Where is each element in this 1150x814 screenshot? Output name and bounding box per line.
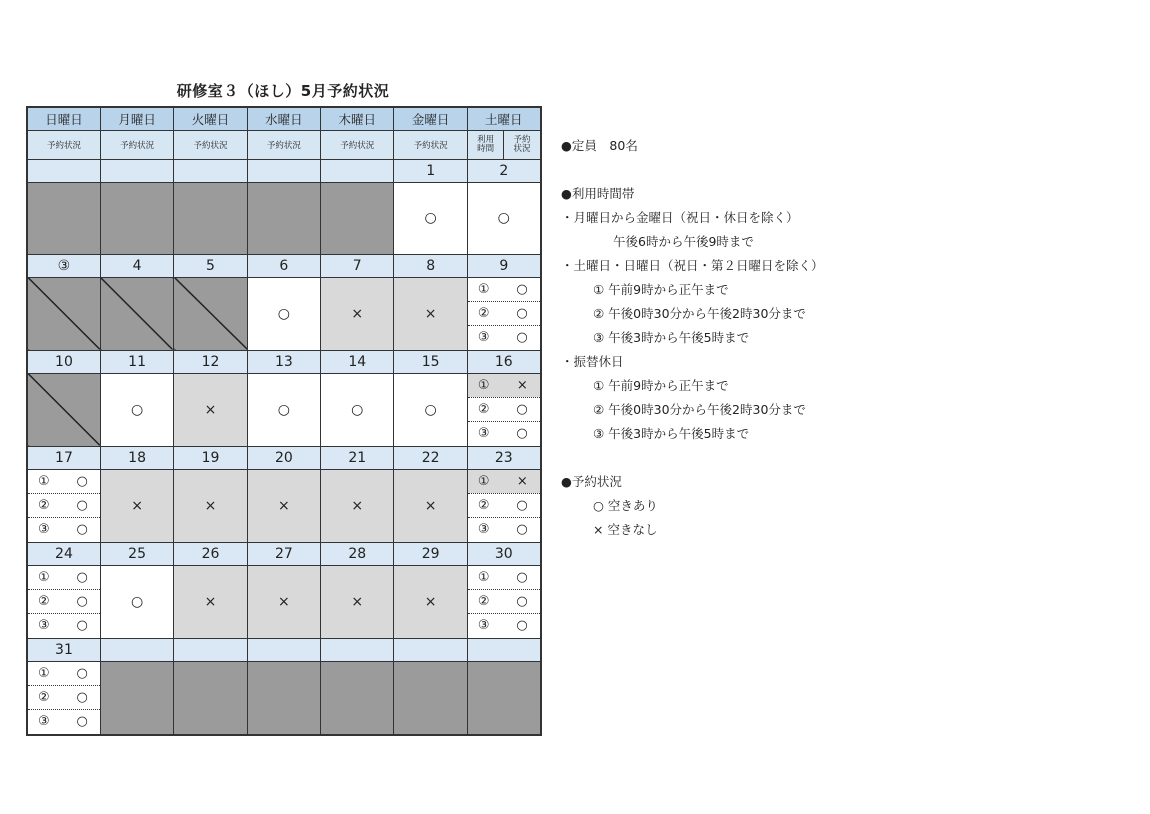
status-cell (247, 373, 320, 446)
status-cell (394, 565, 467, 638)
day-number: 24 (27, 542, 100, 565)
closed-cell (174, 277, 247, 350)
closed-cell (27, 373, 100, 446)
day-number: 17 (27, 446, 100, 469)
day-number: 2 (467, 159, 540, 182)
status-row (27, 182, 541, 254)
status-cell (247, 277, 320, 350)
legend-full: × 空きなし (593, 522, 658, 537)
day-number-row (27, 446, 541, 469)
day-number (174, 159, 247, 182)
time-slot (28, 566, 100, 589)
sat-sub-time-label: 利用 時間 (477, 134, 495, 154)
time-slot (468, 374, 540, 397)
slot-status-mark: ○ (516, 281, 528, 297)
day-number: 25 (100, 542, 173, 565)
slot-status-cell (467, 373, 540, 446)
status-cell (247, 565, 320, 638)
sub-header-cell: 予約状況 (174, 130, 247, 159)
slot-status-mark: ○ (76, 473, 88, 489)
slot-number: ② (38, 593, 50, 609)
status-cell (174, 565, 247, 638)
slot-status-mark: × (516, 377, 528, 393)
slot-number: ③ (477, 426, 490, 442)
time-slot (468, 325, 540, 349)
slot-status-mark: ○ (516, 522, 528, 538)
status-mark: ○ (130, 593, 144, 610)
slot-status-mark: ○ (76, 665, 88, 681)
status-row (27, 373, 541, 446)
status-row (27, 277, 541, 350)
day-number: 10 (27, 350, 100, 373)
day-number: 27 (247, 542, 320, 565)
slot-status-mark: ○ (76, 569, 88, 585)
time-slot (28, 493, 100, 517)
slot-status-cell (27, 661, 100, 735)
closed-cell (27, 277, 100, 350)
sub-header-row (27, 130, 541, 159)
slot-status-mark: ○ (76, 593, 88, 609)
slot-number: ① (477, 281, 490, 297)
slot-status-mark: ○ (516, 497, 528, 513)
slot-status-cell (27, 565, 100, 638)
weekend-slot: ③ 午後3時から午後5時まで (593, 330, 750, 345)
day-number: 15 (394, 350, 467, 373)
time-slot (28, 709, 100, 733)
sat-sub-status-label: 予約 状況 (503, 131, 539, 159)
status-mark: ○ (130, 401, 144, 418)
day-number: 22 (394, 446, 467, 469)
day-number: 8 (394, 254, 467, 277)
day-number: 26 (174, 542, 247, 565)
unavailable-cell (247, 182, 320, 254)
day-number: 30 (467, 542, 540, 565)
day-number (247, 638, 320, 661)
time-slot (468, 397, 540, 421)
time-slot (28, 685, 100, 709)
day-number-row (27, 542, 541, 565)
status-mark: ○ (351, 401, 364, 418)
slot-status-mark: × (516, 473, 528, 489)
weekday-thu: 木曜日 (321, 107, 394, 130)
slot-status-cell (467, 565, 540, 638)
status-cell (394, 277, 467, 350)
weekday-fri: 金曜日 (394, 107, 467, 130)
day-number-row (27, 638, 541, 661)
status-cell (174, 373, 247, 446)
status-cell (394, 469, 467, 542)
unavailable-cell (321, 182, 394, 254)
status-mark: × (204, 497, 217, 514)
slot-status-cell (467, 469, 540, 542)
status-mark: ○ (424, 401, 437, 418)
status-mark: × (424, 305, 437, 322)
slot-number: ② (477, 497, 490, 513)
weekend-heading: ・土曜日・日曜日（祝日・第２日曜日を除く） (561, 258, 824, 273)
time-slot (28, 662, 100, 685)
status-mark: × (278, 593, 290, 610)
day-number (247, 159, 320, 182)
day-number: 11 (100, 350, 173, 373)
day-number-row (27, 254, 541, 277)
time-slot (468, 421, 540, 445)
slot-number: ① (38, 473, 50, 489)
weekday-header-row (27, 107, 541, 130)
slot-number: ③ (477, 522, 490, 538)
weekday-sat: 土曜日 (467, 107, 540, 130)
time-slot (28, 517, 100, 541)
slot-status-mark: ○ (516, 330, 528, 346)
unavailable-cell (174, 182, 247, 254)
slot-status-cell (467, 277, 540, 350)
weekday-mon: 月曜日 (100, 107, 173, 130)
hours-heading: ●利用時間帯 (561, 186, 635, 201)
slot-status-mark: ○ (76, 714, 88, 730)
status-cell (394, 182, 467, 254)
day-number: 4 (100, 254, 173, 277)
slot-number: ③ (477, 618, 490, 634)
day-number: ③ (27, 254, 100, 277)
slot-number: ③ (38, 714, 50, 730)
time-slot (28, 589, 100, 613)
day-number (27, 159, 100, 182)
status-mark: ○ (497, 210, 510, 226)
slot-status-mark: ○ (516, 401, 528, 417)
holiday-slot: ② 午後0時30分から午後2時30分まで (593, 402, 806, 417)
slot-number: ② (477, 593, 490, 609)
time-slot (468, 613, 540, 637)
legend-available: ○ 空きあり (593, 498, 658, 513)
slot-number: ② (477, 305, 490, 321)
status-mark: × (351, 305, 364, 322)
day-number: 13 (247, 350, 320, 373)
unavailable-cell (247, 661, 320, 735)
capacity-text: ●定員 80名 (561, 138, 638, 153)
weekday-tue: 火曜日 (174, 107, 247, 130)
closed-cell (100, 277, 173, 350)
status-mark: × (351, 593, 364, 610)
day-number: 28 (321, 542, 394, 565)
unavailable-cell (100, 182, 173, 254)
unavailable-cell (100, 661, 173, 735)
slot-status-mark: ○ (76, 522, 88, 538)
slot-status-mark: ○ (76, 618, 88, 634)
sub-header-cell: 予約状況 (247, 130, 320, 159)
status-row (27, 469, 541, 542)
slot-status-mark: ○ (516, 305, 528, 321)
status-mark: × (204, 593, 217, 610)
status-row (27, 661, 541, 735)
slot-number: ① (38, 569, 50, 585)
day-number: 5 (174, 254, 247, 277)
status-mark: ○ (277, 401, 290, 418)
weekday-heading: ・月曜日から金曜日（祝日・休日を除く） (561, 210, 799, 225)
slot-number: ① (477, 473, 490, 489)
day-number: 7 (321, 254, 394, 277)
status-mark: × (131, 497, 143, 514)
day-number: 16 (467, 350, 540, 373)
weekday-sun: 日曜日 (27, 107, 100, 130)
slot-number: ② (38, 689, 50, 705)
slot-status-mark: ○ (516, 569, 528, 585)
day-number (321, 638, 394, 661)
unavailable-cell (321, 661, 394, 735)
holiday-slot: ① 午前9時から正午まで (593, 378, 729, 393)
day-number: 6 (247, 254, 320, 277)
time-slot (468, 470, 540, 493)
status-cell (394, 373, 467, 446)
slot-number: ① (477, 569, 490, 585)
time-slot (468, 493, 540, 517)
time-slot (468, 517, 540, 541)
status-cell (321, 469, 394, 542)
status-heading: ●予約状況 (561, 474, 622, 489)
slot-status-mark: ○ (516, 426, 528, 442)
holiday-heading: ・振替休日 (561, 354, 624, 369)
status-mark: × (204, 401, 217, 418)
unavailable-cell (394, 661, 467, 735)
unavailable-cell (174, 661, 247, 735)
slot-number: ③ (38, 618, 50, 634)
day-number (467, 638, 540, 661)
time-slot (28, 470, 100, 493)
day-number: 31 (27, 638, 100, 661)
day-number: 12 (174, 350, 247, 373)
sub-header-cell: 予約状況 (27, 130, 100, 159)
sub-header-cell: 予約状況 (321, 130, 394, 159)
day-number: 19 (174, 446, 247, 469)
slot-status-mark: ○ (76, 497, 88, 513)
day-number: 23 (467, 446, 540, 469)
day-number-row (27, 350, 541, 373)
sat-sub-header (467, 130, 540, 159)
day-number: 29 (394, 542, 467, 565)
status-cell (467, 182, 540, 254)
day-number: 21 (321, 446, 394, 469)
time-slot (468, 278, 540, 301)
unavailable-cell (27, 182, 100, 254)
day-number (100, 159, 173, 182)
status-mark: × (351, 497, 364, 514)
status-cell (321, 277, 394, 350)
slot-number: ② (38, 497, 50, 513)
slot-number: ③ (38, 522, 50, 538)
status-mark: × (424, 497, 437, 514)
status-mark: ○ (424, 210, 437, 226)
status-cell (100, 469, 173, 542)
status-cell (174, 469, 247, 542)
time-slot (468, 301, 540, 325)
page-title: 研修室３（ほし）5月予約状況 (176, 82, 390, 100)
day-number: 20 (247, 446, 320, 469)
status-mark: ○ (277, 305, 290, 322)
slot-number: ② (477, 401, 490, 417)
status-cell (321, 565, 394, 638)
day-number: 1 (394, 159, 467, 182)
status-cell (321, 373, 394, 446)
weekend-slot: ② 午後0時30分から午後2時30分まで (593, 306, 806, 321)
weekday-wed: 水曜日 (247, 107, 320, 130)
day-number-row (27, 159, 541, 182)
slot-status-mark: ○ (516, 593, 528, 609)
day-number: 9 (467, 254, 540, 277)
reservation-calendar (26, 106, 542, 736)
time-slot (28, 613, 100, 637)
unavailable-cell (467, 661, 540, 735)
slot-status-cell (27, 469, 100, 542)
status-mark: × (424, 593, 437, 610)
time-slot (468, 589, 540, 613)
status-cell (100, 565, 173, 638)
sub-header-cell: 予約状況 (100, 130, 173, 159)
time-slot (468, 566, 540, 589)
day-number: 14 (321, 350, 394, 373)
slot-status-mark: ○ (516, 618, 528, 634)
info-panel (561, 134, 824, 542)
status-row (27, 565, 541, 638)
sub-header-cell: 予約状況 (394, 130, 467, 159)
day-number (321, 159, 394, 182)
holiday-slot: ③ 午後3時から午後5時まで (593, 426, 750, 441)
weekday-hours: 午後6時から午後9時まで (613, 234, 754, 249)
slot-number: ① (477, 377, 490, 393)
day-number (394, 638, 467, 661)
slot-number: ③ (477, 330, 490, 346)
day-number: 18 (100, 446, 173, 469)
status-cell (100, 373, 173, 446)
weekend-slot: ① 午前9時から正午まで (593, 282, 729, 297)
slot-status-mark: ○ (76, 689, 88, 705)
slot-number: ① (38, 665, 50, 681)
day-number (100, 638, 173, 661)
status-mark: × (278, 497, 290, 514)
status-cell (247, 469, 320, 542)
day-number (174, 638, 247, 661)
